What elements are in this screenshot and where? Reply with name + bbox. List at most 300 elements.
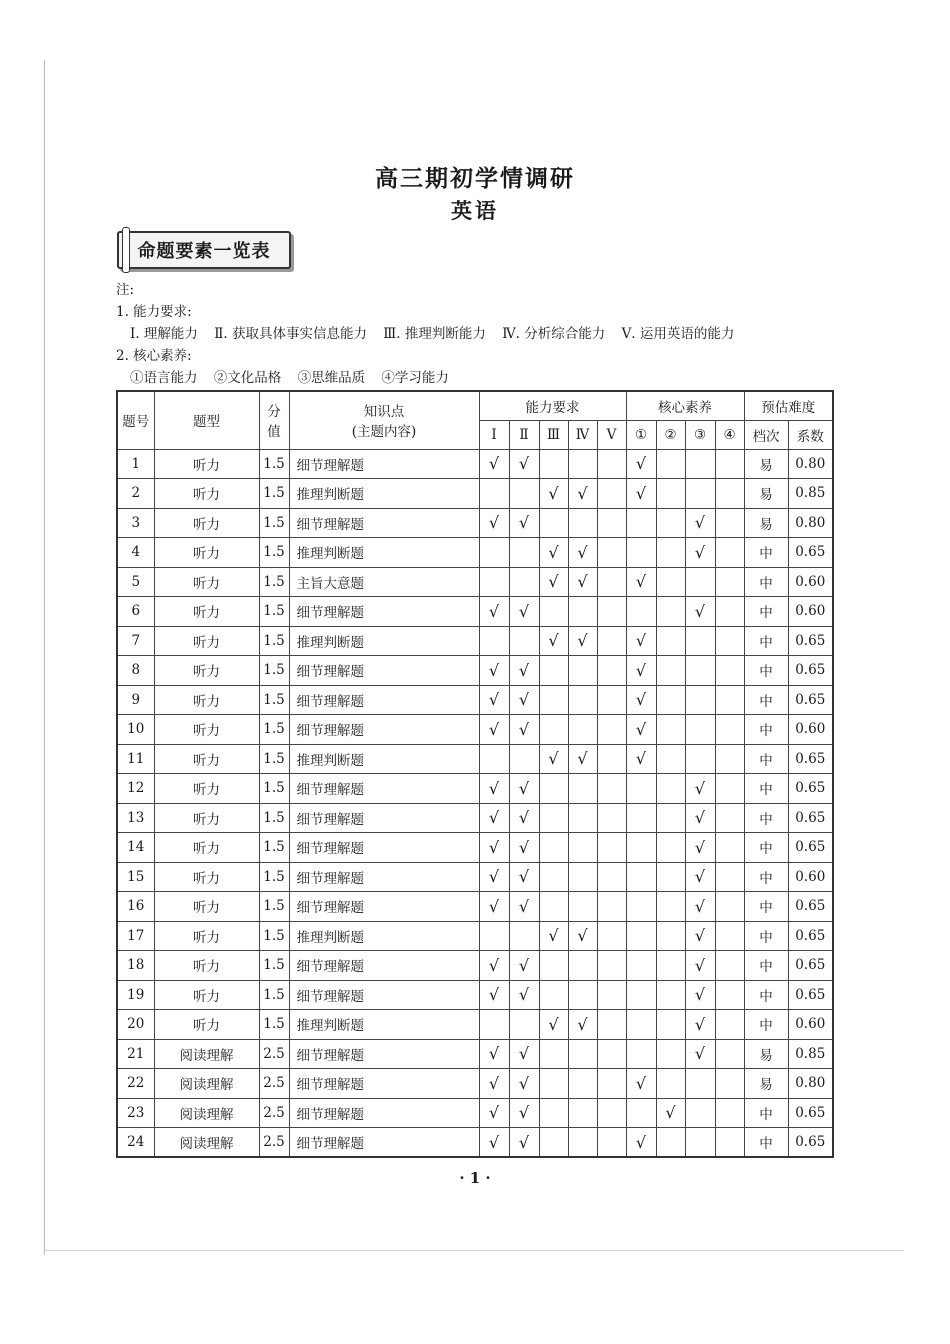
cell-number: 9 (117, 685, 154, 715)
cell-ability: √ (568, 479, 597, 509)
cell-literacy: √ (685, 774, 715, 804)
cell-number: 19 (117, 980, 154, 1010)
cell-ability (509, 538, 539, 568)
cell-type: 听力 (154, 980, 259, 1010)
literacy-item: ④学习能力 (381, 370, 449, 386)
cell-knowledge: 细节理解题 (289, 1069, 479, 1099)
cell-score: 1.5 (259, 744, 289, 774)
cell-literacy: √ (626, 479, 656, 509)
cell-ability (568, 449, 597, 479)
cell-ability: √ (568, 921, 597, 951)
table-row (117, 862, 833, 892)
header-ability-col: Ⅳ (568, 420, 597, 449)
cell-literacy (685, 744, 715, 774)
cell-ability (597, 538, 626, 568)
cell-literacy (715, 1128, 744, 1158)
literacy-item: ②文化品格 (213, 370, 282, 386)
cell-literacy (626, 833, 656, 863)
cell-literacy (656, 626, 685, 656)
cell-ability: √ (568, 1010, 597, 1040)
header-literacy-col: ④ (715, 420, 744, 449)
section-banner (117, 231, 291, 269)
table-row (117, 685, 833, 715)
cell-level: 中 (744, 951, 788, 981)
cell-ability (568, 1128, 597, 1158)
cell-level: 易 (744, 1069, 788, 1099)
cell-ability (479, 567, 509, 597)
cell-ability: √ (479, 980, 509, 1010)
cell-literacy: √ (626, 715, 656, 745)
cell-coef: 0.80 (788, 1069, 833, 1099)
cell-knowledge: 细节理解题 (289, 951, 479, 981)
header-literacy-col: ② (656, 420, 685, 449)
header-knowledge-line1: 知识点 (363, 404, 405, 421)
cell-knowledge: 主旨大意题 (289, 567, 479, 597)
cell-ability (597, 1098, 626, 1128)
cell-knowledge: 细节理解题 (289, 892, 479, 922)
cell-ability (597, 449, 626, 479)
cell-ability (568, 774, 597, 804)
cell-literacy (715, 1039, 744, 1069)
cell-ability: √ (509, 951, 539, 981)
cell-ability: √ (479, 685, 509, 715)
cell-knowledge: 细节理解题 (289, 862, 479, 892)
cell-ability (509, 567, 539, 597)
cell-ability: √ (479, 1039, 509, 1069)
table-row (117, 567, 833, 597)
cell-number: 11 (117, 744, 154, 774)
cell-ability (597, 833, 626, 863)
elements-table (116, 390, 834, 1158)
cell-literacy: √ (626, 685, 656, 715)
header-literacy: 核心素养 (626, 391, 744, 420)
header-number: 题号 (117, 391, 154, 449)
cell-type: 听力 (154, 715, 259, 745)
cell-score: 2.5 (259, 1128, 289, 1158)
table-row (117, 1069, 833, 1099)
cell-level: 中 (744, 1128, 788, 1158)
cell-level: 中 (744, 862, 788, 892)
cell-literacy (715, 1069, 744, 1099)
cell-level: 中 (744, 803, 788, 833)
cell-level: 中 (744, 715, 788, 745)
cell-literacy: √ (626, 744, 656, 774)
cell-literacy (715, 862, 744, 892)
cell-type: 听力 (154, 951, 259, 981)
cell-ability (568, 862, 597, 892)
cell-literacy (685, 715, 715, 745)
cell-type: 听力 (154, 597, 259, 627)
cell-literacy: √ (626, 1128, 656, 1158)
scroll-icon (122, 227, 130, 273)
cell-number: 24 (117, 1128, 154, 1158)
cell-score: 2.5 (259, 1098, 289, 1128)
cell-number: 17 (117, 921, 154, 951)
header-ability-col: Ⅴ (597, 420, 626, 449)
page-left-border (44, 60, 45, 1255)
cell-ability (539, 1128, 568, 1158)
cell-ability (597, 951, 626, 981)
literacy-item: ①语言能力 (130, 370, 198, 386)
cell-ability: √ (479, 1128, 509, 1158)
page-bottom-border (44, 1250, 904, 1251)
cell-literacy (715, 833, 744, 863)
cell-knowledge: 细节理解题 (289, 449, 479, 479)
cell-ability: √ (509, 892, 539, 922)
cell-coef: 0.65 (788, 1128, 833, 1158)
cell-ability (597, 803, 626, 833)
cell-ability (539, 656, 568, 686)
cell-score: 1.5 (259, 774, 289, 804)
cell-literacy (656, 449, 685, 479)
cell-level: 中 (744, 538, 788, 568)
cell-type: 听力 (154, 744, 259, 774)
cell-literacy (715, 479, 744, 509)
notes-block (116, 279, 746, 389)
cell-type: 阅读理解 (154, 1039, 259, 1069)
cell-ability: √ (479, 774, 509, 804)
cell-ability (568, 833, 597, 863)
cell-score: 2.5 (259, 1039, 289, 1069)
table-row (117, 744, 833, 774)
table-row (117, 833, 833, 863)
cell-ability: √ (568, 744, 597, 774)
cell-score: 1.5 (259, 449, 289, 479)
cell-type: 听力 (154, 862, 259, 892)
cell-coef: 0.65 (788, 774, 833, 804)
cell-ability (597, 1069, 626, 1099)
cell-literacy: √ (626, 567, 656, 597)
cell-type: 听力 (154, 567, 259, 597)
cell-literacy: √ (685, 803, 715, 833)
cell-ability: √ (539, 538, 568, 568)
cell-number: 14 (117, 833, 154, 863)
cell-ability: √ (568, 626, 597, 656)
cell-ability (539, 449, 568, 479)
cell-score: 1.5 (259, 951, 289, 981)
page-title: 高三期初学情调研 (375, 166, 575, 192)
cell-level: 中 (744, 597, 788, 627)
cell-ability (509, 744, 539, 774)
cell-coef: 0.65 (788, 1098, 833, 1128)
cell-ability (597, 774, 626, 804)
cell-coef: 0.85 (788, 1039, 833, 1069)
cell-score: 1.5 (259, 833, 289, 863)
cell-ability: √ (479, 951, 509, 981)
cell-literacy (715, 685, 744, 715)
cell-knowledge: 细节理解题 (289, 774, 479, 804)
cell-ability: √ (509, 833, 539, 863)
cell-ability: √ (479, 833, 509, 863)
cell-literacy (685, 479, 715, 509)
cell-ability: √ (479, 715, 509, 745)
cell-ability: √ (479, 862, 509, 892)
cell-type: 听力 (154, 833, 259, 863)
cell-literacy (715, 951, 744, 981)
cell-ability (597, 892, 626, 922)
header-literacy-col: ① (626, 420, 656, 449)
cell-type: 听力 (154, 656, 259, 686)
cell-number: 10 (117, 715, 154, 745)
cell-literacy: √ (626, 626, 656, 656)
cell-level: 中 (744, 892, 788, 922)
cell-literacy (656, 538, 685, 568)
cell-literacy: √ (685, 538, 715, 568)
cell-score: 2.5 (259, 1069, 289, 1099)
cell-literacy (656, 715, 685, 745)
cell-ability (568, 951, 597, 981)
cell-knowledge: 细节理解题 (289, 508, 479, 538)
banner-label: 命题要素一览表 (137, 241, 271, 262)
cell-ability (539, 1069, 568, 1099)
cell-ability: √ (509, 449, 539, 479)
cell-level: 中 (744, 1098, 788, 1128)
cell-ability (509, 1010, 539, 1040)
table-row (117, 508, 833, 538)
cell-ability (568, 803, 597, 833)
cell-literacy (626, 892, 656, 922)
header-score-line1: 分 (267, 404, 281, 421)
cell-literacy: √ (685, 980, 715, 1010)
cell-ability (509, 479, 539, 509)
cell-ability: √ (539, 744, 568, 774)
table-row (117, 479, 833, 509)
ability-item: Ⅴ. 运用英语的能力 (621, 326, 735, 342)
cell-ability: √ (479, 892, 509, 922)
cell-literacy (715, 980, 744, 1010)
cell-number: 16 (117, 892, 154, 922)
cell-coef: 0.65 (788, 951, 833, 981)
cell-type: 听力 (154, 892, 259, 922)
ability-list (116, 323, 746, 345)
cell-ability: √ (539, 626, 568, 656)
table-row (117, 656, 833, 686)
cell-literacy (656, 1010, 685, 1040)
header-coef: 系数 (788, 420, 833, 449)
cell-literacy: √ (685, 833, 715, 863)
cell-literacy (626, 951, 656, 981)
header-score (259, 391, 289, 449)
cell-ability: √ (479, 597, 509, 627)
header-score-line2: 值 (267, 424, 281, 441)
cell-number: 6 (117, 597, 154, 627)
cell-ability: √ (509, 715, 539, 745)
cell-knowledge: 推理判断题 (289, 626, 479, 656)
cell-type: 阅读理解 (154, 1128, 259, 1158)
cell-level: 中 (744, 656, 788, 686)
cell-ability (539, 1098, 568, 1128)
cell-ability (568, 1098, 597, 1128)
cell-ability (597, 626, 626, 656)
cell-literacy (656, 951, 685, 981)
cell-ability: √ (509, 597, 539, 627)
header-ability-col: Ⅰ (479, 420, 509, 449)
cell-score: 1.5 (259, 862, 289, 892)
cell-number: 13 (117, 803, 154, 833)
cell-knowledge: 推理判断题 (289, 1010, 479, 1040)
cell-score: 1.5 (259, 626, 289, 656)
cell-coef: 0.60 (788, 862, 833, 892)
cell-literacy (656, 656, 685, 686)
cell-ability (597, 1039, 626, 1069)
cell-literacy (685, 626, 715, 656)
ability-item: Ⅰ. 理解能力 (130, 326, 198, 342)
cell-ability: √ (479, 803, 509, 833)
cell-literacy (656, 862, 685, 892)
cell-coef: 0.65 (788, 744, 833, 774)
cell-ability: √ (509, 980, 539, 1010)
cell-literacy (626, 597, 656, 627)
cell-ability (568, 892, 597, 922)
cell-score: 1.5 (259, 479, 289, 509)
cell-knowledge: 推理判断题 (289, 744, 479, 774)
cell-score: 1.5 (259, 597, 289, 627)
cell-coef: 0.65 (788, 833, 833, 863)
cell-literacy (715, 449, 744, 479)
cell-ability (568, 508, 597, 538)
header-literacy-col: ③ (685, 420, 715, 449)
cell-literacy: √ (685, 1039, 715, 1069)
cell-literacy (656, 774, 685, 804)
notes-heading: 注: (116, 282, 135, 298)
header-knowledge-line2: (主题内容) (351, 424, 417, 441)
cell-knowledge: 推理判断题 (289, 479, 479, 509)
cell-literacy (685, 449, 715, 479)
cell-type: 听力 (154, 626, 259, 656)
cell-literacy (685, 685, 715, 715)
cell-ability: √ (479, 1098, 509, 1128)
cell-number: 23 (117, 1098, 154, 1128)
cell-ability: √ (539, 567, 568, 597)
cell-literacy (656, 892, 685, 922)
cell-literacy (656, 479, 685, 509)
cell-ability: √ (509, 1039, 539, 1069)
cell-literacy (685, 1098, 715, 1128)
cell-ability: √ (509, 774, 539, 804)
cell-type: 听力 (154, 508, 259, 538)
cell-score: 1.5 (259, 892, 289, 922)
table-row (117, 449, 833, 479)
cell-coef: 0.60 (788, 597, 833, 627)
cell-ability (597, 685, 626, 715)
cell-literacy (656, 1128, 685, 1158)
cell-literacy: √ (626, 449, 656, 479)
cell-number: 20 (117, 1010, 154, 1040)
cell-knowledge: 推理判断题 (289, 538, 479, 568)
cell-number: 4 (117, 538, 154, 568)
table-row (117, 892, 833, 922)
cell-ability: √ (539, 1010, 568, 1040)
cell-literacy (626, 1039, 656, 1069)
cell-literacy (685, 1128, 715, 1158)
cell-literacy: √ (685, 892, 715, 922)
cell-number: 3 (117, 508, 154, 538)
cell-literacy (626, 1098, 656, 1128)
cell-literacy (626, 921, 656, 951)
cell-ability (597, 656, 626, 686)
literacy-list (116, 367, 746, 389)
cell-ability (539, 685, 568, 715)
literacy-item: ③思维品质 (297, 370, 366, 386)
cell-type: 听力 (154, 479, 259, 509)
cell-literacy (715, 538, 744, 568)
cell-level: 中 (744, 744, 788, 774)
cell-knowledge: 细节理解题 (289, 1128, 479, 1158)
page-subtitle: 英语 (451, 199, 499, 223)
cell-level: 中 (744, 567, 788, 597)
header-ability-col: Ⅲ (539, 420, 568, 449)
cell-literacy (715, 921, 744, 951)
cell-literacy (715, 508, 744, 538)
cell-coef: 0.80 (788, 449, 833, 479)
cell-literacy (656, 567, 685, 597)
cell-knowledge: 细节理解题 (289, 1098, 479, 1128)
cell-ability (539, 980, 568, 1010)
header-type: 题型 (154, 391, 259, 449)
literacy-title: 2. 核心素养: (116, 348, 192, 364)
cell-ability (539, 1039, 568, 1069)
cell-literacy (656, 803, 685, 833)
cell-coef: 0.60 (788, 1010, 833, 1040)
cell-ability (568, 980, 597, 1010)
cell-literacy (715, 626, 744, 656)
table-row (117, 626, 833, 656)
cell-literacy: √ (685, 862, 715, 892)
cell-level: 易 (744, 508, 788, 538)
cell-ability: √ (539, 921, 568, 951)
cell-ability (539, 833, 568, 863)
cell-coef: 0.65 (788, 626, 833, 656)
header-ability-col: Ⅱ (509, 420, 539, 449)
cell-knowledge: 细节理解题 (289, 980, 479, 1010)
ability-item: Ⅲ. 推理判断能力 (383, 326, 486, 342)
cell-ability (597, 597, 626, 627)
cell-ability (479, 538, 509, 568)
cell-coef: 0.65 (788, 803, 833, 833)
cell-score: 1.5 (259, 715, 289, 745)
cell-ability (539, 774, 568, 804)
table-row (117, 597, 833, 627)
cell-literacy (715, 1098, 744, 1128)
cell-type: 听力 (154, 1010, 259, 1040)
cell-literacy: √ (626, 1069, 656, 1099)
cell-knowledge: 细节理解题 (289, 1039, 479, 1069)
cell-type: 听力 (154, 685, 259, 715)
cell-literacy (626, 1010, 656, 1040)
cell-knowledge: 细节理解题 (289, 656, 479, 686)
table-row (117, 1098, 833, 1128)
cell-literacy: √ (656, 1098, 685, 1128)
cell-type: 阅读理解 (154, 1098, 259, 1128)
cell-knowledge: 细节理解题 (289, 833, 479, 863)
cell-score: 1.5 (259, 980, 289, 1010)
cell-number: 8 (117, 656, 154, 686)
page-number: · 1 · (459, 1169, 491, 1187)
cell-literacy (715, 744, 744, 774)
cell-score: 1.5 (259, 685, 289, 715)
cell-literacy (656, 833, 685, 863)
cell-knowledge: 推理判断题 (289, 921, 479, 951)
cell-number: 5 (117, 567, 154, 597)
cell-level: 中 (744, 626, 788, 656)
cell-ability: √ (509, 1069, 539, 1099)
cell-ability: √ (479, 449, 509, 479)
table-row (117, 715, 833, 745)
cell-ability (539, 597, 568, 627)
cell-ability: √ (568, 567, 597, 597)
cell-literacy (715, 774, 744, 804)
cell-literacy: √ (685, 951, 715, 981)
